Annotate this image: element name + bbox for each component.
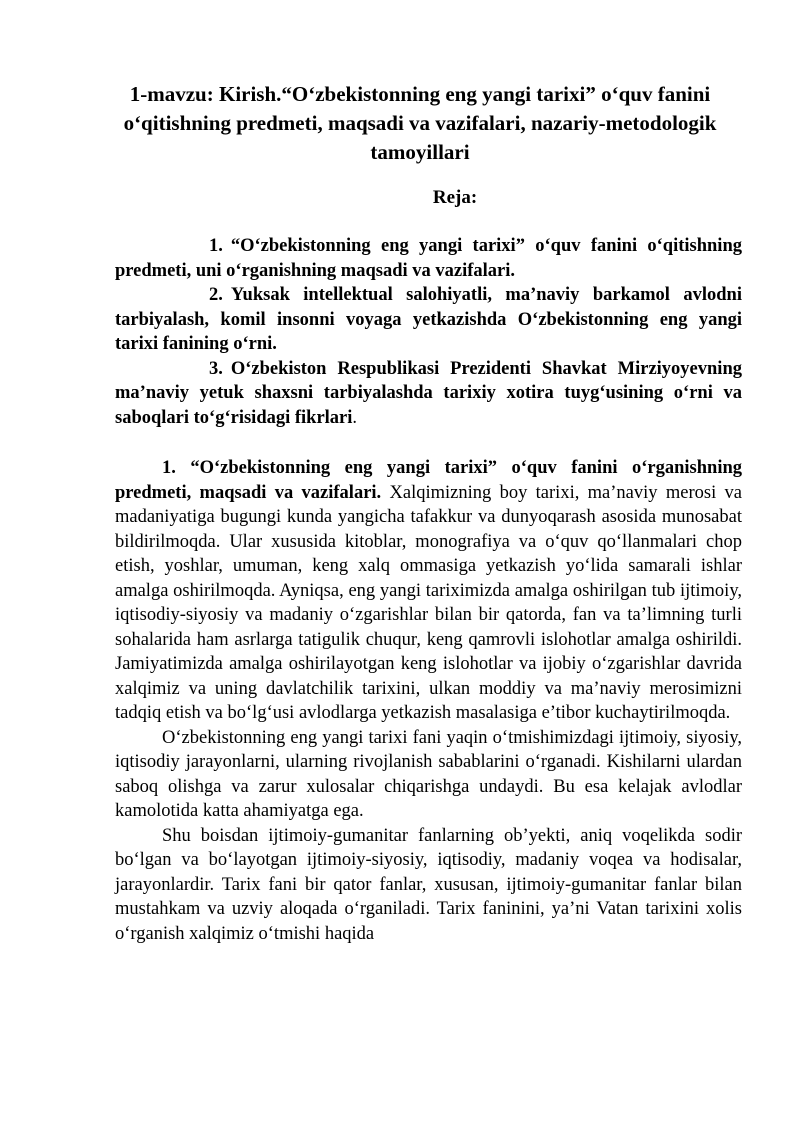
- plan-heading: Reja:: [432, 187, 478, 208]
- plan-item-number: 3.: [209, 358, 223, 379]
- plan-item-3: [115, 357, 742, 431]
- plan-item-2: [115, 283, 742, 357]
- document-title: 1-mavzu: Kirish.“O‘zbekistonning eng yangi tarixi” o‘quv fanini o‘qitishning predmeti, maqsadi va vazifalari, nazariy-metodologik tamoyillari: [123, 82, 717, 164]
- plan-item-text: O‘zbekiston Respublikasi Prezidenti Shavkat Mirziyoyevning ma’naviy yetuk shaxsni tarbiyalashda tarixiy xotira tuyg‘usining o‘rni va saboqlari to‘g‘risidagi fikrlari: [115, 358, 742, 428]
- plan-item-1: [115, 234, 742, 283]
- plan-list: [115, 234, 742, 430]
- plan-item-trailing-period: .: [352, 407, 358, 428]
- document-body: [115, 456, 742, 946]
- body-paragraph-1: [115, 456, 742, 726]
- section-heading: 1. “O‘zbekistonning eng yangi tarixi” o‘quv fanini o‘rganishning predmeti, maqsadi va vazifalari.: [115, 458, 742, 503]
- body-paragraph-3: Shu boisdan ijtimoiy-gumanitar fanlarning ob’yekti, aniq voqelikda sodir bo‘lgan va bo‘layotgan ijtimoiy-siyosiy, iqtisodiy, madaniy voqea va hodisalar, jarayonlardir. Tarix fani bir qator fanlar, xususan, ijtimoiy-gumanitar fanlar bilan mustahkam va uzviy aloqada o‘rganiladi. Tarix faninini, ya’ni Vatan tarixini xolis o‘rganish xalqimiz o‘tmishi haqida: [115, 825, 742, 944]
- paragraph-text: Xalqimizning boy tarixi, ma’naviy merosi va madaniyatiga bugungi kunda yangicha tafakkur va dunyoqarash asosida munosabat bildirilmoqda. Ular xususida kitoblar, monografiya va o‘quv qo‘llanmalari chop etish, yoshlar, umuman, keng xalq ommasiga yetkazish yo‘lida samarali ishlar amalga oshirilmoqda. Ayniqsa, eng yangi tariximizda amalga oshirilgan tub ijtimoiy, iqtisodiy-siyosiy va madaniy o‘zgarishlar bilan bir qatorda, fan va ta’limning turli sohalarida ham asrlarga tatigulik chuqur, keng qamrovli islohotlar amalga oshirildi. Jamiyatimizda amalga oshirilayotgan keng islohotlar va ijobiy o‘zgarishlar davrida xalqimiz va uning davlatchilik tarixini, ulkan moddiy va ma’naviy merosimizni tadqiq etish va bo‘lg‘usi avlodlarga yetkazish masalasiga e’tibor kuchaytirilmoqda.: [115, 482, 743, 723]
- plan-item-text: “O‘zbekistonning eng yangi tarixi” o‘quv fanini o‘qitishning predmeti, uni o‘rganishning maqsadi va vazifalari.: [115, 236, 742, 281]
- body-paragraph-2: O‘zbekistonning eng yangi tarixi fani yaqin o‘tmishimizdagi ijtimoiy, siyosiy, iqtisodiy jarayonlarni, ularning rivojlanish sabablarini o‘rganadi. Kishilarni ulardan saboq olishga va zarur xulosalar chiqarishga undaydi. Bu esa kelajak avlodlar kamolotida katta ahamiyatga ega.: [115, 727, 742, 821]
- plan-item-number: 1.: [209, 236, 223, 256]
- plan-item-number: 2.: [209, 285, 223, 305]
- plan-item-text: Yuksak intellektual salohiyatli, ma’naviy barkamol avlodni tarbiyalash, komil insonni voyaga yetkazishda O‘zbekistonning eng yangi tarixi fanining o‘rni.: [115, 285, 742, 354]
